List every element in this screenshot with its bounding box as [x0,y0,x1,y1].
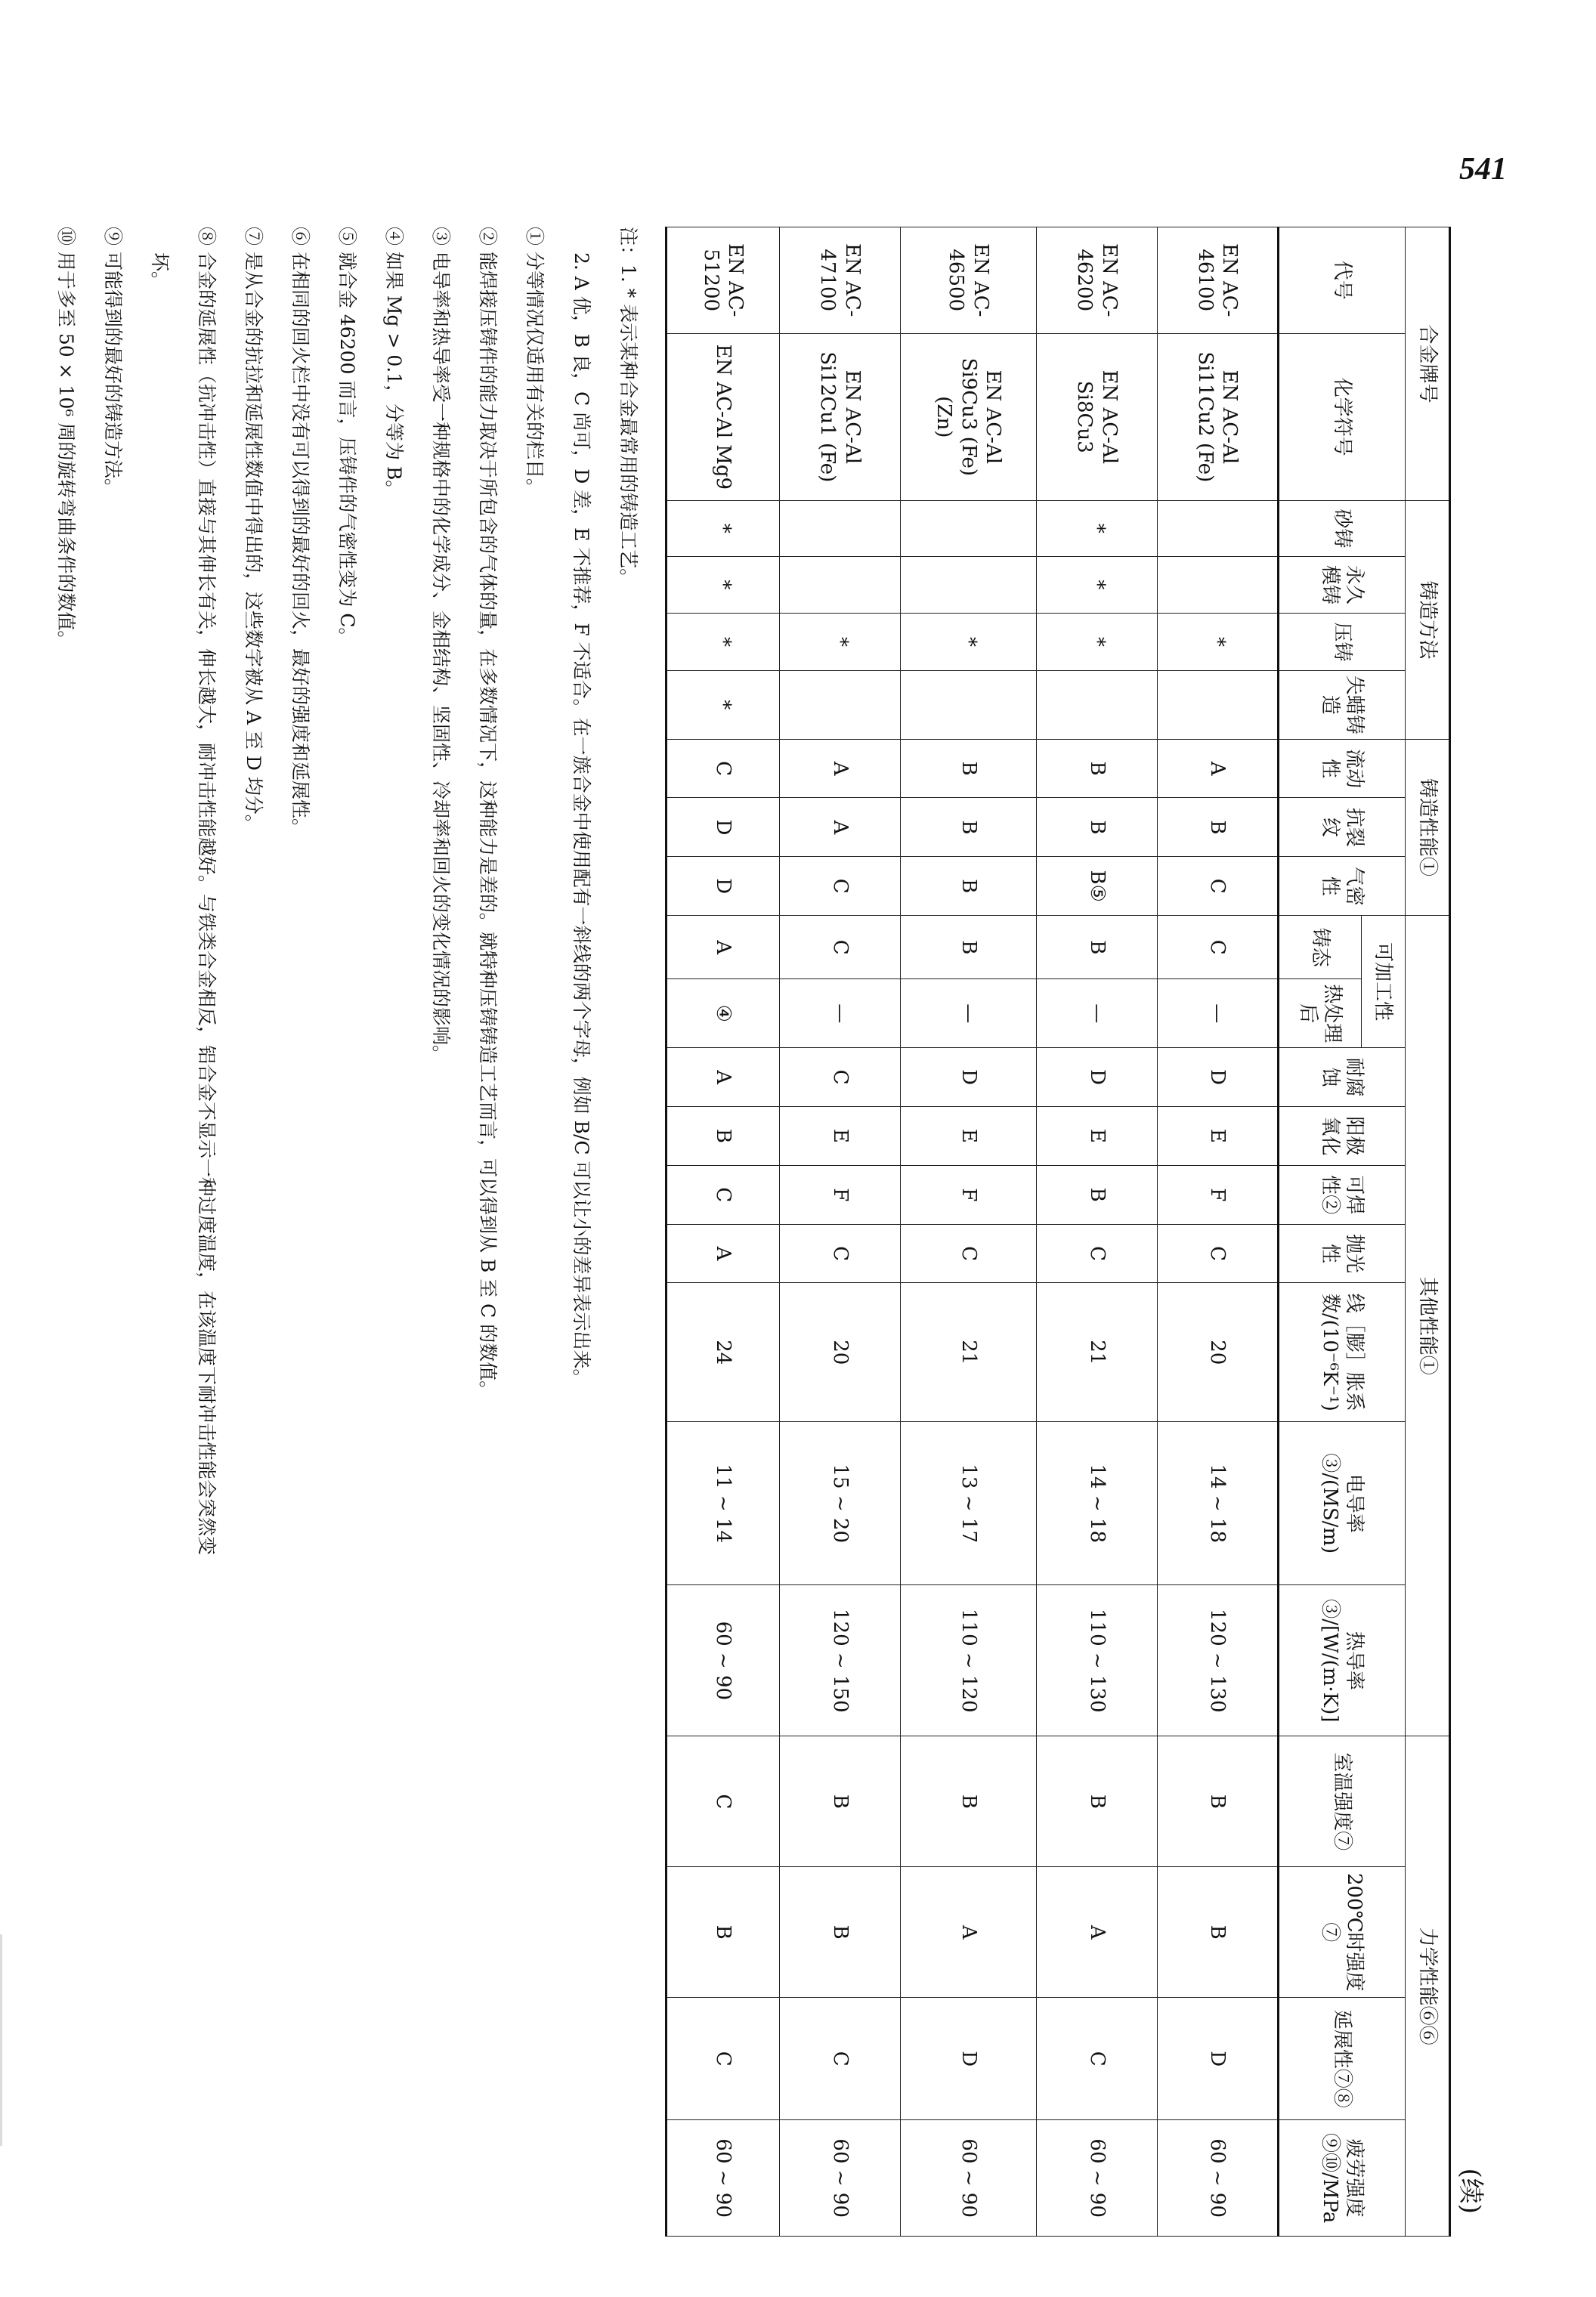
table-row [667,227,780,2237]
cell-polish: C [1158,1224,1279,1283]
table-row [901,227,1037,2237]
table-row [1158,227,1279,2237]
cell-ductility: C [780,1998,901,2120]
header-fatigue: 疲劳强度⑨⑩/MPa [1279,2120,1406,2237]
alloy-properties-table [665,227,1451,2237]
cell-expansion: 20 [780,1283,901,1422]
note-line: ⑥ 在相同的回火栏中没有可以得到的最好的回火，最好的强度和延展性。 [289,227,311,837]
cell-tightness: C [780,857,901,916]
cell-corrosion: D [901,1048,1037,1107]
cell-die: * [1037,614,1158,671]
cell-fluidity: B [1037,739,1158,798]
cell-weldability: F [780,1165,901,1224]
cell-room-strength: B [780,1736,901,1867]
cell-hot-strength: B [1158,1867,1279,1998]
cell-sand: * [1037,501,1158,556]
note-line: ⑦ 是从合金的抗拉和延展性数值中得出的，这些数字被从 A 至 D 均分。 [243,227,264,833]
note-line: ① 分等情况仅适用有关的栏目。 [524,227,546,497]
cell-chem: EN AC-Al Mg9 [667,333,780,501]
cell-code: EN AC-46200 [1037,227,1158,334]
cell-expansion: 21 [1037,1283,1158,1422]
cell-ductility: D [1158,1998,1279,2120]
cell-crack: B [901,798,1037,857]
cell-as-cast: C [1158,916,1279,979]
cell-weldability: F [901,1165,1037,1224]
cell-sand [780,501,901,556]
header-conductivity: 电导率③/(MS/m) [1279,1422,1406,1585]
cell-room-strength: B [901,1736,1037,1867]
cell-fluidity: B [901,739,1037,798]
header-polish: 抛光性 [1279,1224,1406,1283]
cell-conductivity: 13 ~ 17 [901,1422,1037,1585]
header-crack-resistance: 抗裂纹 [1279,798,1406,857]
cell-expansion: 21 [901,1283,1037,1422]
note-line: ⑨ 可能得到的最好的铸造方法。 [102,227,124,497]
header-code: 代号 [1279,227,1406,334]
header-as-cast: 铸态 [1279,916,1362,979]
cell-perm [780,556,901,614]
cell-code: EN AC-46100 [1158,227,1279,334]
header-anodize: 阳极氧化 [1279,1107,1406,1166]
cell-anodize: E [901,1107,1037,1166]
cell-wax [901,670,1037,739]
cell-code: EN AC-47100 [780,227,901,334]
header-casting-method: 铸造方法 [1405,501,1449,740]
cell-fatigue: 60 ~ 90 [780,2120,901,2237]
cell-chem: EN AC-Al Si8Cu3 [1037,333,1158,501]
note-line: ④ 如果 Mg > 0.1，分等为 B。 [383,227,405,499]
cell-fluidity: A [780,739,901,798]
cell-expansion: 24 [667,1283,780,1422]
cell-code: EN AC-46500 [901,227,1037,334]
cell-sand: * [667,501,780,556]
header-permanent-mold: 永久模铸 [1279,556,1406,614]
cell-tightness: D [667,857,780,916]
cell-wax [780,670,901,739]
cell-thermal: 120 ~ 130 [1158,1585,1279,1736]
header-fluidity: 流动性 [1279,739,1406,798]
cell-fatigue: 60 ~ 90 [1037,2120,1158,2237]
cell-heat-treated: — [901,979,1037,1048]
header-casting-props: 铸造性能① [1405,739,1449,915]
header-hot-strength: 200℃时强度⑦ [1279,1867,1406,1998]
cell-conductivity: 14 ~ 18 [1037,1422,1158,1585]
header-other-props: 其他性能① [1405,916,1449,1736]
cell-anodize: E [780,1107,901,1166]
table-row [780,227,901,2237]
cell-chem: EN AC-Al Si9Cu3 (Fe) (Zn) [901,333,1037,501]
cell-weldability: B [1037,1165,1158,1224]
cell-perm [901,556,1037,614]
cell-die: * [780,614,901,671]
header-lost-wax: 失蜡铸造 [1279,670,1406,739]
cell-weldability: C [667,1165,780,1224]
footnotes [42,227,651,2237]
cell-die: * [667,614,780,671]
cell-conductivity: 11 ~ 14 [667,1422,780,1585]
cell-die: * [901,614,1037,671]
cell-sand [901,501,1037,556]
cell-as-cast: A [667,916,780,979]
cell-heat-treated: — [1158,979,1279,1048]
continued-label: (续) [1455,2168,1486,2214]
cell-weldability: F [1158,1165,1279,1224]
cell-room-strength: B [1158,1736,1279,1867]
page-number: 541 [1459,152,1507,187]
cell-perm: * [667,556,780,614]
cell-ductility: C [1037,1998,1158,2120]
scan-edge-mark [0,1934,2,2146]
cell-corrosion: C [780,1048,901,1107]
cell-conductivity: 14 ~ 18 [1158,1422,1279,1585]
cell-ductility: D [901,1998,1037,2120]
cell-polish: C [901,1224,1037,1283]
note-line: 坏。 [149,252,171,291]
cell-tightness: B [901,857,1037,916]
cell-heat-treated: — [1037,979,1158,1048]
table-row [1037,227,1158,2237]
cell-anodize: E [1158,1107,1279,1166]
cell-polish: C [780,1224,901,1283]
cell-hot-strength: A [901,1867,1037,1998]
cell-fluidity: A [1158,739,1279,798]
cell-tightness: B⑤ [1037,857,1158,916]
cell-thermal: 60 ~ 90 [667,1585,780,1736]
header-mech-props: 力学性能⑥⑥ [1405,1736,1449,2237]
cell-conductivity: 15 ~ 20 [780,1422,901,1585]
note-line: ⑩ 用于多至 50 × 10⁶ 周的旋转弯曲条件的数值。 [55,227,77,650]
cell-as-cast: B [1037,916,1158,979]
cell-code: EN AC-51200 [667,227,780,334]
cell-fatigue: 60 ~ 90 [1158,2120,1279,2237]
header-tightness: 气密性 [1279,857,1406,916]
cell-wax: * [667,670,780,739]
cell-expansion: 20 [1158,1283,1279,1422]
cell-die: * [1158,614,1279,671]
cell-perm: * [1037,556,1158,614]
note-line: ⑧ 合金的延展性（抗冲击性）直接与其伸长有关，伸长越大，耐冲击性能越好。与铁类合金相反，铝合金不显示一种过度温度，在该温度下耐冲击性能会突然变 [196,227,218,1555]
cell-crack: A [780,798,901,857]
header-die: 压铸 [1279,614,1406,671]
header-sand: 砂铸 [1279,501,1406,556]
cell-hot-strength: B [667,1867,780,1998]
header-thermal: 热导率③/[W/(m·K)] [1279,1585,1406,1736]
note-line: 2. A 优，B 良，C 尚可，D 差，E 不推荐，F 不适合。在一族合金中使用配有一斜线的两个字母，例如 B/C 可以让小的差异表示出来。 [571,252,592,1388]
cell-perm [1158,556,1279,614]
header-chem-symbol: 化学符号 [1279,333,1406,501]
cell-thermal: 110 ~ 130 [1037,1585,1158,1736]
cell-corrosion: A [667,1048,780,1107]
cell-crack: D [667,798,780,857]
cell-thermal: 110 ~ 120 [901,1585,1037,1736]
cell-hot-strength: B [780,1867,901,1998]
cell-wax [1158,670,1279,739]
header-expansion: 线［膨］胀系数/(10⁻⁶K⁻¹) [1279,1283,1406,1422]
cell-hot-strength: A [1037,1867,1158,1998]
cell-chem: EN AC-Al Si12Cu1 (Fe) [780,333,901,501]
cell-sand [1158,501,1279,556]
cell-as-cast: B [901,916,1037,979]
cell-fluidity: C [667,739,780,798]
cell-thermal: 120 ~ 150 [780,1585,901,1736]
header-alloy-grade: 合金牌号 [1405,227,1449,501]
note-line: ⑤ 就合金 46200 而言，压铸件的气密性变为 C。 [336,227,358,647]
cell-corrosion: D [1037,1048,1158,1107]
cell-heat-treated: ④ [667,979,780,1048]
rotated-table-area [55,227,1496,2237]
cell-polish: A [667,1224,780,1283]
cell-crack: B [1037,798,1158,857]
cell-heat-treated: — [780,979,901,1048]
header-weldability: 可焊性② [1279,1165,1406,1224]
cell-ductility: C [667,1998,780,2120]
note-line: 注：1. * 表示某种合金最常用的铸造工艺。 [617,227,639,588]
cell-crack: B [1158,798,1279,857]
cell-room-strength: B [1037,1736,1158,1867]
note-line: ③ 电导率和热导率受一种规格中的化学成分、金相结构、坚固性、冷却率和回火的变化情况的影响。 [430,227,452,1064]
header-room-strength: 室温强度⑦ [1279,1736,1406,1867]
cell-corrosion: D [1158,1048,1279,1107]
header-ductility: 延展性⑦⑧ [1279,1998,1406,2120]
header-machinability: 可加工性 [1361,916,1405,1048]
cell-fatigue: 60 ~ 90 [667,2120,780,2237]
note-line: ② 能焊接压铸件的能力取决于所包含的气体的量，在多数情况下，这种能力是差的。就特种压铸铸造工艺而言，可以得到从 B 至 C 的数值。 [477,227,499,1400]
cell-tightness: C [1158,857,1279,916]
cell-chem: EN AC-Al Si11Cu2 (Fe) [1158,333,1279,501]
cell-room-strength: C [667,1736,780,1867]
header-heat-treated: 热处理后 [1279,979,1362,1048]
cell-anodize: B [667,1107,780,1166]
header-corrosion: 耐腐蚀 [1279,1048,1406,1107]
cell-polish: C [1037,1224,1158,1283]
cell-fatigue: 60 ~ 90 [901,2120,1037,2237]
cell-anodize: E [1037,1107,1158,1166]
cell-wax [1037,670,1158,739]
cell-as-cast: C [780,916,901,979]
